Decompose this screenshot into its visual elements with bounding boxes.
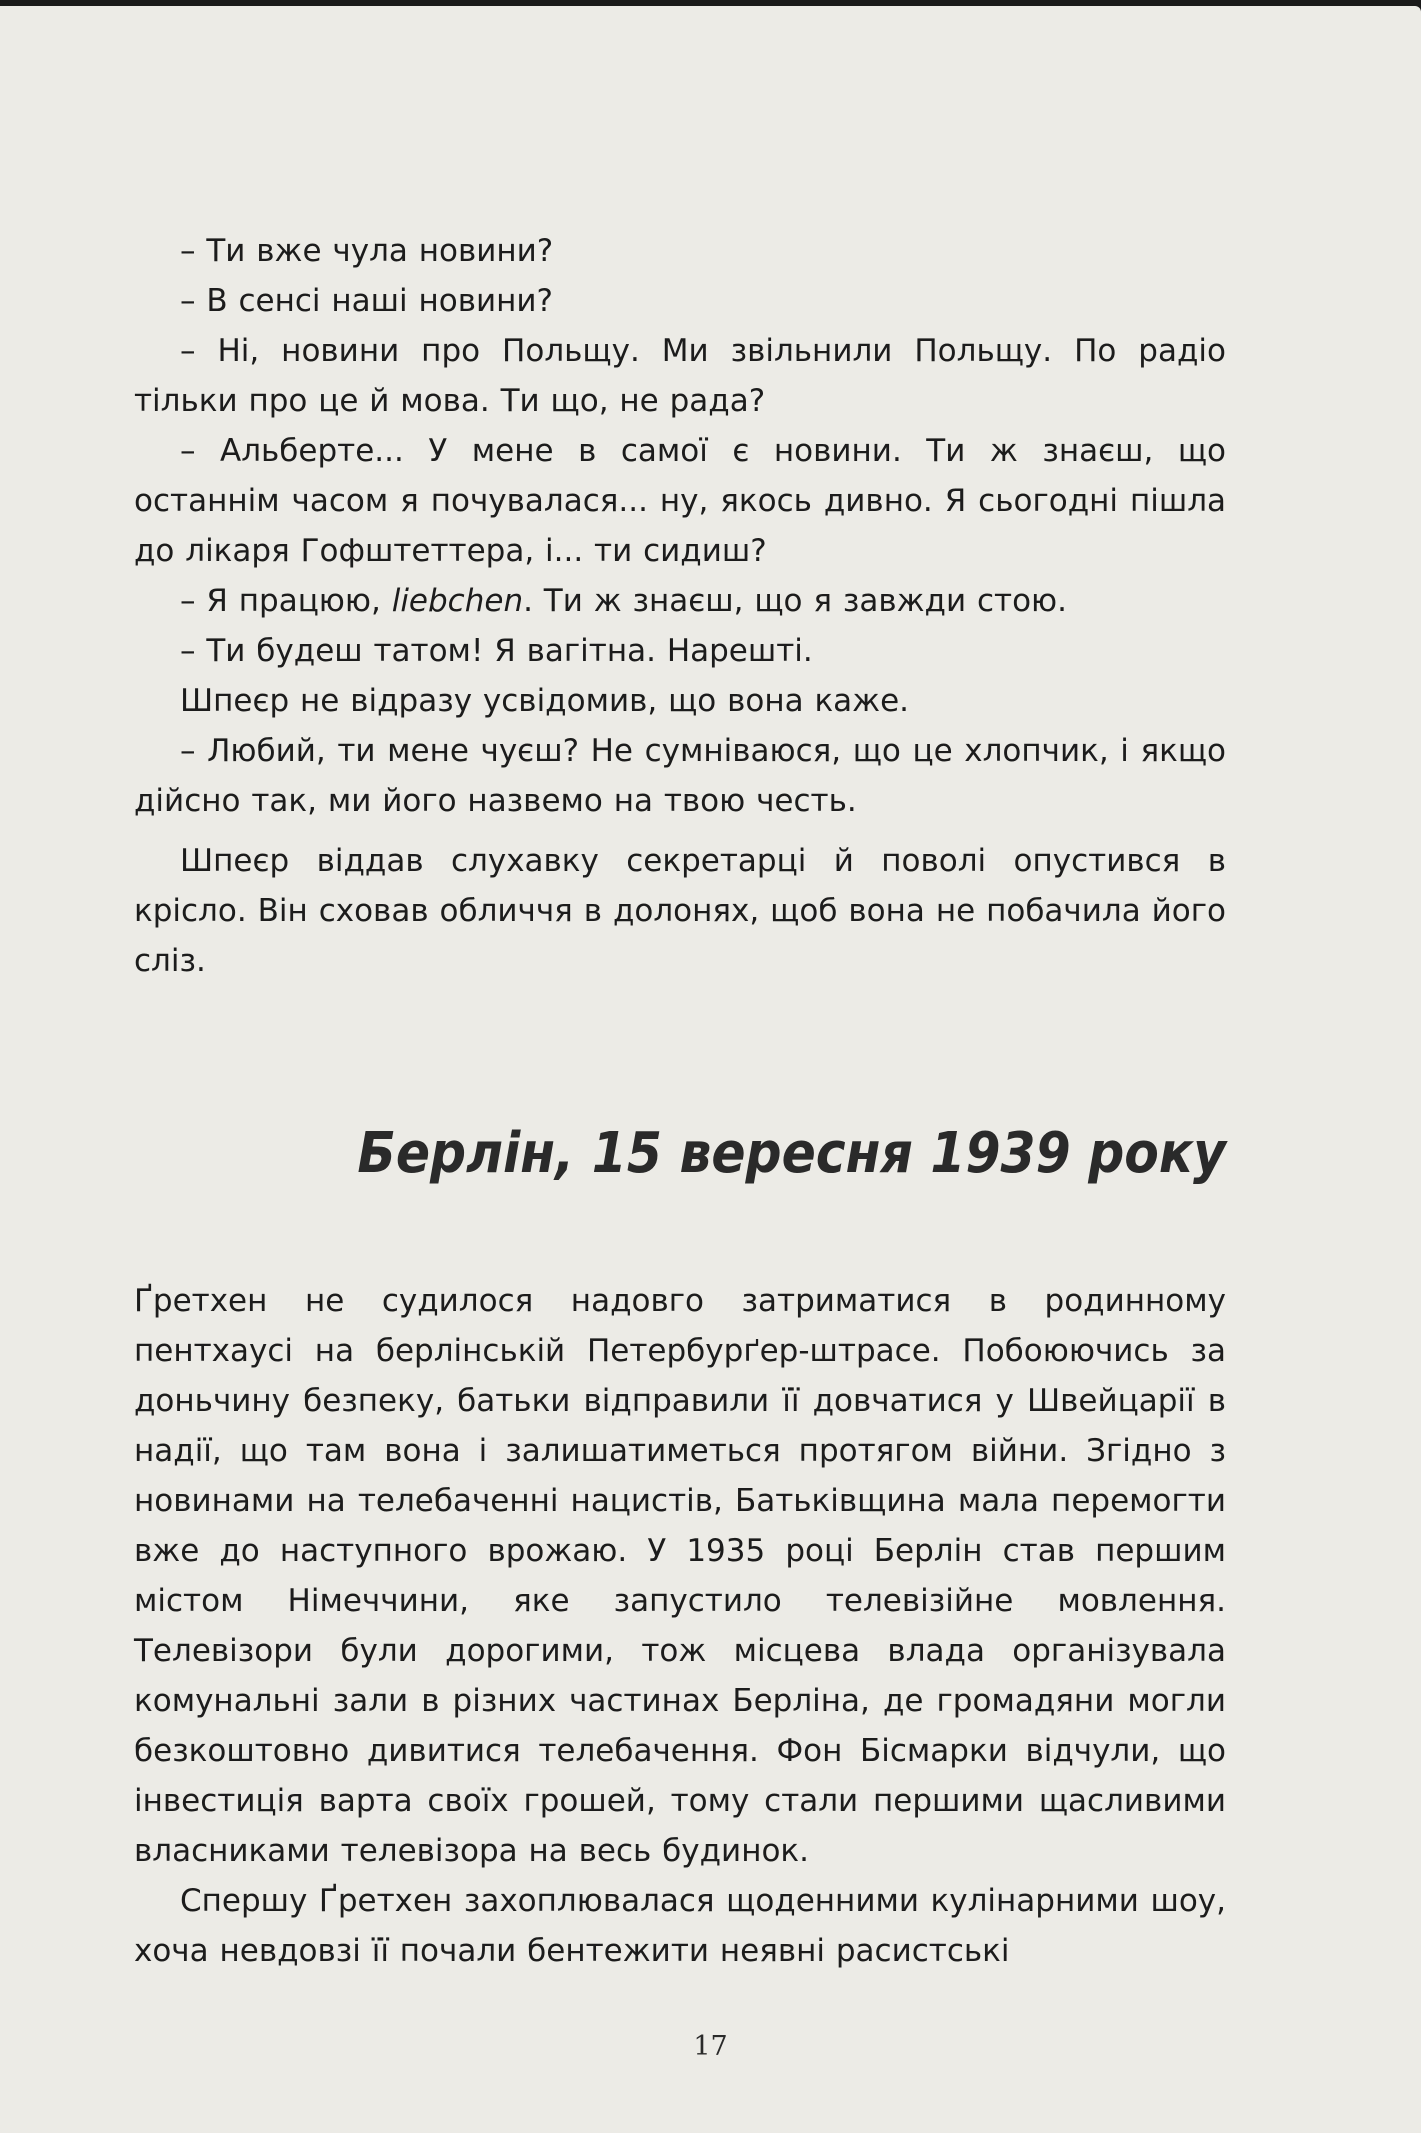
page-number: 17 bbox=[693, 2031, 728, 2062]
narrative-section bbox=[134, 1276, 1226, 1976]
narration-paragraph: Шпеєр віддав слухавку секретарці й поволі опустився в крісло. Він сховав обличчя в долонях, щоб вона не побачила його сліз. bbox=[134, 843, 1226, 979]
dialogue-line: – Любий, ти мене чуєш? Не сумніваюся, що це хлопчик, і якщо дійсно так, ми його назвемо на твою честь. bbox=[134, 733, 1226, 819]
dialogue-line: – Ти будеш татом! Я вагітна. Нарешті. bbox=[180, 633, 813, 669]
dialogue-line-with-italic bbox=[134, 576, 1226, 626]
dialogue-line: – Ні, новини про Польщу. Ми звільнили Польщу. По радіо тільки про це й мова. Ти що, не рада? bbox=[134, 333, 1226, 419]
dialogue-text: . Ти ж знаєш, що я завжди стою. bbox=[523, 583, 1068, 619]
dialogue-line: – Ти вже чула новини? bbox=[180, 233, 554, 269]
dialogue-line: – В сенсі наші новини? bbox=[180, 283, 553, 319]
dialogue-text: – Я працюю, bbox=[180, 583, 392, 619]
book-page bbox=[0, 6, 1421, 2133]
narrative-paragraph: Ґретхен не судилося надовго затриматися в родинному пентхаусі на берлінській Петербурґер-штрасе. Побоюючись за доньчину безпеку, батьки відправили її довчатися у Швейцарії в надії, що там вона і залишатиметься протягом війни. Згідно з новинами на телебаченні нацистів, Батьківщина мала перемогти вже до наступного врожаю. У 1935 році Берлін став першим містом Німеччини, яке запустило телевізійне мовлення. Телевізори були дорогими, тож місцева влада організувала комунальні зали в різних частинах Берліна, де громадяни могли безкоштовно дивитися телебачення. Фон Бісмарки відчули, що інвестиція варта своїх грошей, тому стали першими щасливими власниками телевізора на весь будинок. bbox=[134, 1283, 1226, 1869]
narrative-paragraph: Спершу Ґретхен захоплювалася щоденними кулінарними шоу, хоча невдовзі її почали бентежити неявні расистські bbox=[134, 1883, 1226, 1969]
italic-foreign-word: liebchen bbox=[391, 583, 524, 619]
section-heading: Берлін, 15 вересня 1939 року bbox=[357, 1121, 1226, 1186]
narration-line: Шпеєр не відразу усвідомив, що вона каже. bbox=[180, 683, 910, 719]
dialogue-section bbox=[134, 226, 1226, 986]
dialogue-line: – Альберте... У мене в самої є новини. Ти ж знаєш, що останнім часом я почувалася... ну, якось дивно. Я сьогодні пішла до лікаря Гофштеттера, і... ти сидиш? bbox=[134, 433, 1226, 569]
